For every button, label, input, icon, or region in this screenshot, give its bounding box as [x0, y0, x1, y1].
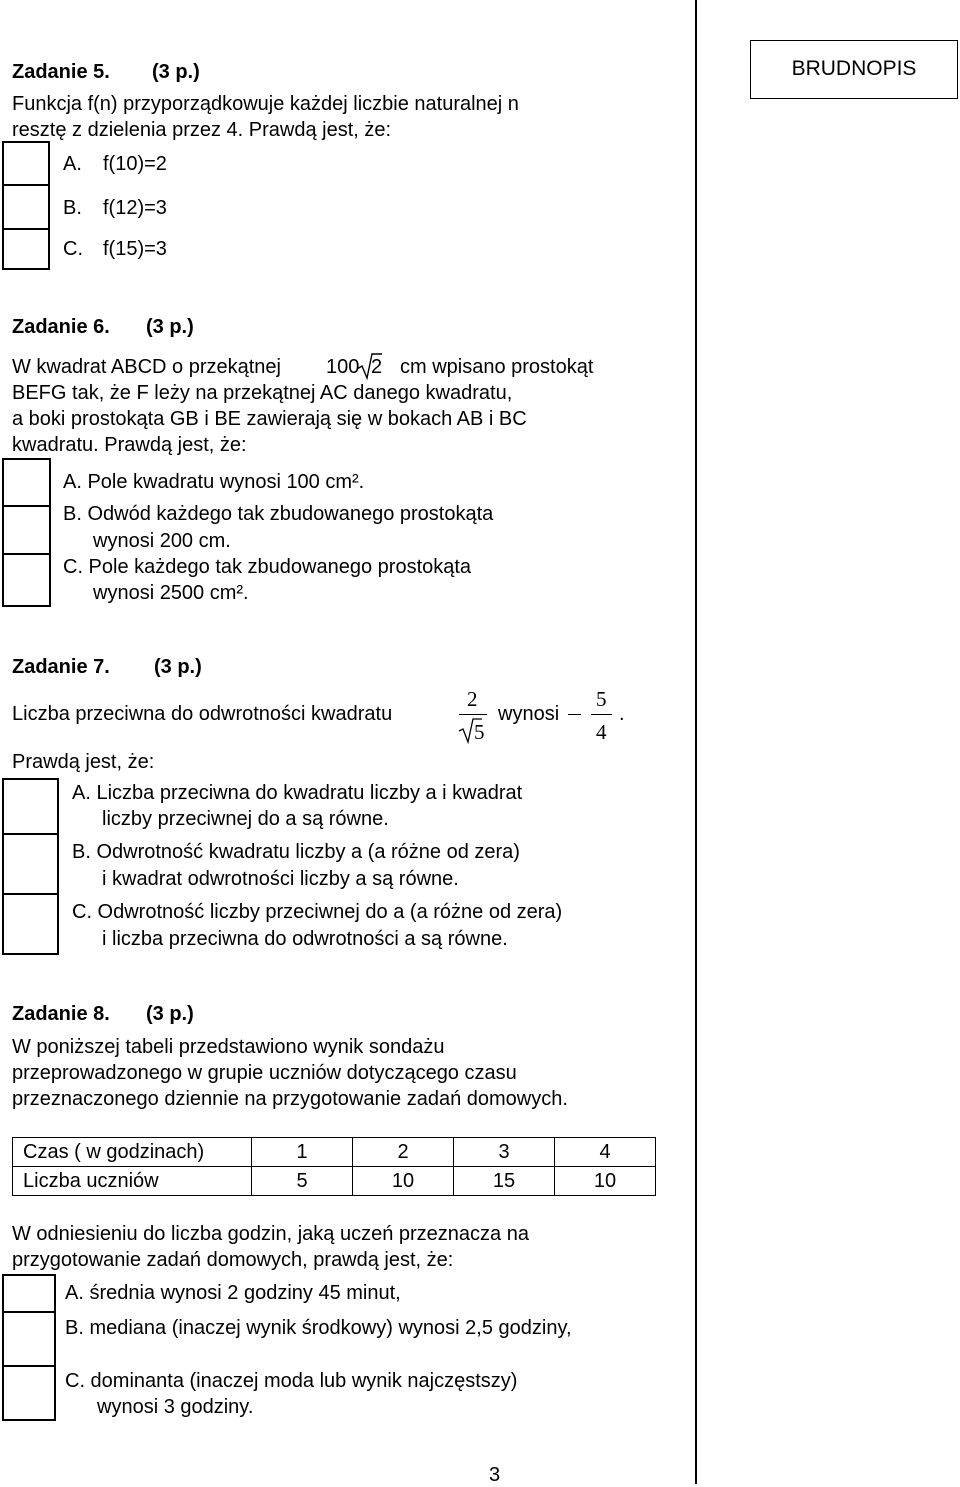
- task7-text-period: .: [619, 703, 625, 725]
- task7-option-a-cont: liczby przeciwnej do a są równe.: [102, 808, 389, 830]
- survey-table: [12, 1137, 656, 1196]
- task8-text-line: przeprowadzonego w grupie uczniów dotyczącego czasu: [12, 1062, 517, 1084]
- task8-text-after: W odniesieniu do liczba godzin, jaką uczeń przeznacza na: [12, 1223, 529, 1245]
- task6-text-line: BEFG tak, że F leży na przekątnej AC danego kwadratu,: [12, 382, 513, 404]
- task6-option-a: A. Pole kwadratu wynosi 100 cm².: [63, 471, 365, 493]
- task8-option-c: C. dominanta (inaczej moda lub wynik najczęstszy): [65, 1370, 518, 1392]
- table-cell: Czas ( w godzinach): [13, 1138, 252, 1167]
- table-row: [13, 1167, 656, 1196]
- fraction1-bar: [459, 714, 487, 715]
- task6-text-line1-post: cm wpisano prostokąt: [400, 356, 594, 378]
- table-cell: 5: [252, 1167, 353, 1196]
- fraction1-numerator: 2: [467, 687, 478, 711]
- task6-diagonal-value: 100: [326, 356, 360, 378]
- table-cell: 2: [353, 1138, 454, 1167]
- task7-option-a: A. Liczba przeciwna do kwadratu liczby a i kwadrat: [72, 782, 523, 804]
- table-cell: 4: [555, 1138, 656, 1167]
- task6-option-c-cont: wynosi 2500 cm².: [93, 582, 249, 604]
- task6-text-line1-pre: W kwadrat ABCD o przekątnej: [12, 356, 281, 378]
- task5-option-b-letter: B.: [63, 197, 82, 219]
- fraction2-denominator: 4: [596, 720, 607, 744]
- task8-text-after: przygotowanie zadań domowych, prawdą jest, że:: [12, 1249, 454, 1271]
- task6-text-line: a boki prostokąta GB i BE zawierają się w bokach AB i BC: [12, 408, 527, 430]
- task8-text-line: przeznaczonego dziennie na przygotowanie zadań domowych.: [12, 1088, 568, 1110]
- task5-title: Zadanie 5.: [12, 61, 110, 83]
- table-cell: 1: [252, 1138, 353, 1167]
- task7-option-c-cont: i liczba przeciwna do odwrotności a są równe.: [102, 928, 508, 950]
- task7-text-line1-pre: Liczba przeciwna do odwrotności kwadratu: [12, 703, 393, 725]
- table-cell: 15: [454, 1167, 555, 1196]
- fraction1-denominator: 5: [474, 720, 485, 744]
- task7-option-b-cont: i kwadrat odwrotności liczby a są równe.: [102, 868, 459, 890]
- task5-option-a-text: f(10)=2: [103, 153, 167, 175]
- fraction2-bar: [591, 714, 612, 715]
- task7-title: Zadanie 7.: [12, 656, 110, 678]
- task5-option-a-letter: A.: [63, 153, 82, 175]
- task8-option-b: B. mediana (inaczej wynik środkowy) wynosi 2,5 godziny,: [65, 1317, 572, 1339]
- task7-text-wynosi: wynosi: [498, 703, 560, 725]
- table-cell: 10: [555, 1167, 656, 1196]
- column-divider: [695, 0, 697, 1484]
- task5-checkbox-a[interactable]: [2, 141, 50, 186]
- task7-option-b: B. Odwrotność kwadratu liczby a (a różne od zera): [72, 841, 520, 863]
- task5-text-line: resztę z dzielenia przez 4. Prawdą jest, że:: [12, 119, 392, 141]
- task8-option-a: A. średnia wynosi 2 godziny 45 minut,: [65, 1282, 401, 1304]
- task8-points: (3 p.): [146, 1003, 194, 1025]
- task8-checkbox-c[interactable]: [2, 1365, 56, 1421]
- task5-points: (3 p.): [152, 61, 200, 83]
- task8-checkbox-a[interactable]: [2, 1274, 56, 1313]
- task7-checkbox-a[interactable]: [2, 778, 59, 835]
- task7-option-c: C. Odwrotność liczby przeciwnej do a (a różne od zera): [72, 901, 563, 923]
- task8-option-c-cont: wynosi 3 godziny.: [97, 1396, 254, 1418]
- task6-root-value: 2: [371, 356, 383, 378]
- task7-checkbox-c[interactable]: [2, 893, 59, 955]
- task8-title: Zadanie 8.: [12, 1003, 110, 1025]
- scratch-label: BRUDNOPIS: [791, 57, 917, 80]
- task7-checkbox-b[interactable]: [2, 833, 59, 895]
- task5-option-b-text: f(12)=3: [103, 197, 167, 219]
- task6-option-b-cont: wynosi 200 cm.: [93, 530, 231, 552]
- page-number: 3: [489, 1464, 501, 1486]
- task6-text-line: kwadratu. Prawdą jest, że:: [12, 434, 247, 456]
- task8-checkbox-b[interactable]: [2, 1311, 56, 1367]
- table-cell: Liczba uczniów: [13, 1167, 252, 1196]
- task6-checkbox-a[interactable]: [2, 458, 51, 507]
- task7-text-line2: Prawdą jest, że:: [12, 751, 155, 773]
- scratch-box: [750, 40, 958, 99]
- task6-checkbox-b[interactable]: [2, 505, 51, 555]
- table-cell: 3: [454, 1138, 555, 1167]
- fraction2-numerator: 5: [596, 687, 607, 711]
- task6-title: Zadanie 6.: [12, 316, 110, 338]
- task7-points: (3 p.): [154, 656, 202, 678]
- task5-checkbox-b[interactable]: [2, 184, 50, 230]
- minus-sign: [568, 714, 581, 715]
- task6-points: (3 p.): [146, 316, 194, 338]
- task8-text-line: W poniższej tabeli przedstawiono wynik sondażu: [12, 1036, 445, 1058]
- task6-checkbox-c[interactable]: [2, 553, 51, 607]
- task5-checkbox-c[interactable]: [2, 228, 50, 270]
- task5-option-c-letter: C.: [63, 238, 83, 260]
- task5-text-line: Funkcja f(n) przyporządkowuje każdej liczbie naturalnej n: [12, 93, 519, 115]
- task5-option-c-text: f(15)=3: [103, 238, 167, 260]
- table-cell: 10: [353, 1167, 454, 1196]
- task6-option-b: B. Odwód każdego tak zbudowanego prostokąta: [63, 503, 494, 525]
- table-row: [13, 1138, 656, 1167]
- task6-option-c: C. Pole każdego tak zbudowanego prostokąta: [63, 556, 472, 578]
